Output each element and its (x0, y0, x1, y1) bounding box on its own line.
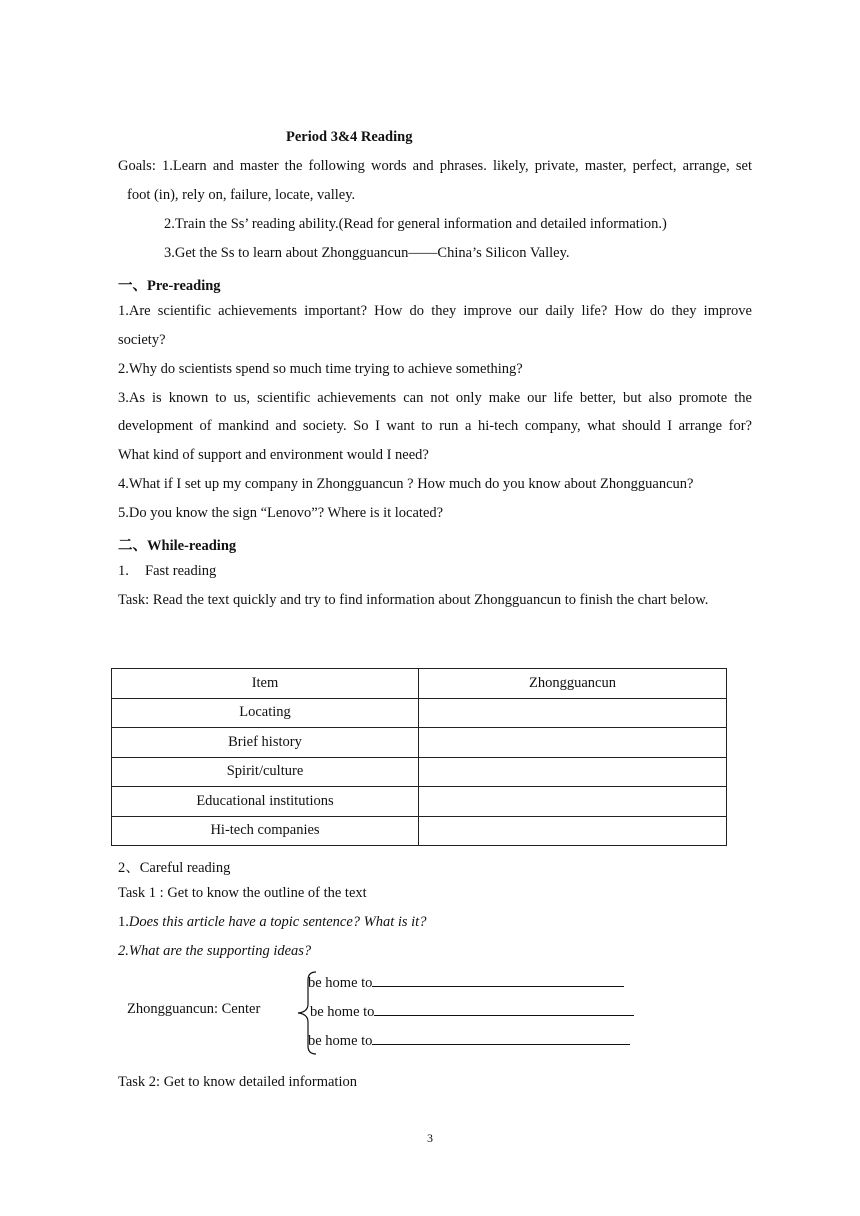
pre-q2: 2.Why do scientists spend so much time trying to achieve something? (118, 361, 523, 377)
zhongguancun-chart (111, 668, 727, 846)
pre-reading-heading: 一、Pre-reading (118, 278, 221, 294)
be-home-line-2: be home to (310, 1001, 634, 1021)
pre-q4: 4.What if I set up my company in Zhongguancun ? How much do you know about Zhongguancun? (118, 476, 694, 492)
table-header-row (112, 669, 727, 699)
table-cell-item: Educational institutions (112, 787, 419, 817)
table-row (112, 816, 727, 846)
pre-q3c: What kind of support and environment would I need? (118, 447, 429, 463)
fast-reading-task: Task: Read the text quickly and try to find information about Zhongguancun to finish the chart below. (118, 592, 709, 608)
task1-q1-num: 1. (118, 914, 129, 930)
pre-q1b: society? (118, 332, 166, 348)
table-cell-item: Hi-tech companies (112, 816, 419, 846)
goals-line-2: 2.Train the Ss’ reading ability.(Read for general information and detailed information.) (164, 216, 667, 232)
careful-reading-heading: 2、Careful reading (118, 860, 231, 876)
table-row (112, 757, 727, 787)
table-cell-item: Spirit/culture (112, 757, 419, 787)
task2-line: Task 2: Get to know detailed information (118, 1074, 357, 1090)
table-row (112, 698, 727, 728)
table-cell-item: Locating (112, 698, 419, 728)
answer-blank[interactable] (374, 1001, 634, 1016)
table-cell-answer[interactable] (419, 787, 727, 817)
table-cell-answer[interactable] (419, 698, 727, 728)
table-cell-answer[interactable] (419, 757, 727, 787)
table-row (112, 728, 727, 758)
table-row (112, 787, 727, 817)
answer-blank[interactable] (372, 972, 624, 987)
table-cell-item: Brief history (112, 728, 419, 758)
page-title: Period 3&4 Reading (286, 129, 413, 145)
table-header-zhongguancun: Zhongguancun (419, 669, 727, 699)
center-label: Zhongguancun: Center (127, 1001, 261, 1017)
be-home-line-1: be home to (308, 972, 624, 992)
pre-q3a: 3.As is known to us, scientific achievements can not only make our life better, but also promote the (118, 390, 752, 406)
pre-q5: 5.Do you know the sign “Lenovo”? Where is it located? (118, 505, 444, 521)
goals-line-1b: foot (in), rely on, failure, locate, valley. (127, 187, 356, 203)
be-home-line-3: be home to (308, 1030, 630, 1050)
pre-q1a: 1.Are scientific achievements important? How do they improve our daily life? How do they improve (118, 303, 752, 319)
pre-q3b: development of mankind and society. So I want to run a hi-tech company, what should I arrange for? (118, 418, 752, 434)
goals-line-1: Goals: 1.Learn and master the following words and phrases. likely, private, master, perfect, arrange, set (118, 158, 752, 174)
fast-reading-num: 1. (118, 563, 129, 579)
goals-line-3: 3.Get the Ss to learn about Zhongguancun——China’s Silicon Valley. (164, 245, 570, 261)
page-number: 3 (427, 1131, 433, 1145)
task1-line: Task 1 : Get to know the outline of the text (118, 885, 367, 901)
task1-q1 (118, 914, 426, 931)
table-cell-answer[interactable] (419, 816, 727, 846)
fast-reading-label: Fast reading (145, 563, 217, 579)
table-header-item: Item (112, 669, 419, 699)
while-reading-heading: 二、While-reading (118, 538, 237, 554)
answer-blank[interactable] (372, 1030, 630, 1045)
task1-q2: 2.What are the supporting ideas? (118, 943, 312, 959)
task1-q1-text: Does this article have a topic sentence? What is it? (128, 914, 427, 930)
table-cell-answer[interactable] (419, 728, 727, 758)
